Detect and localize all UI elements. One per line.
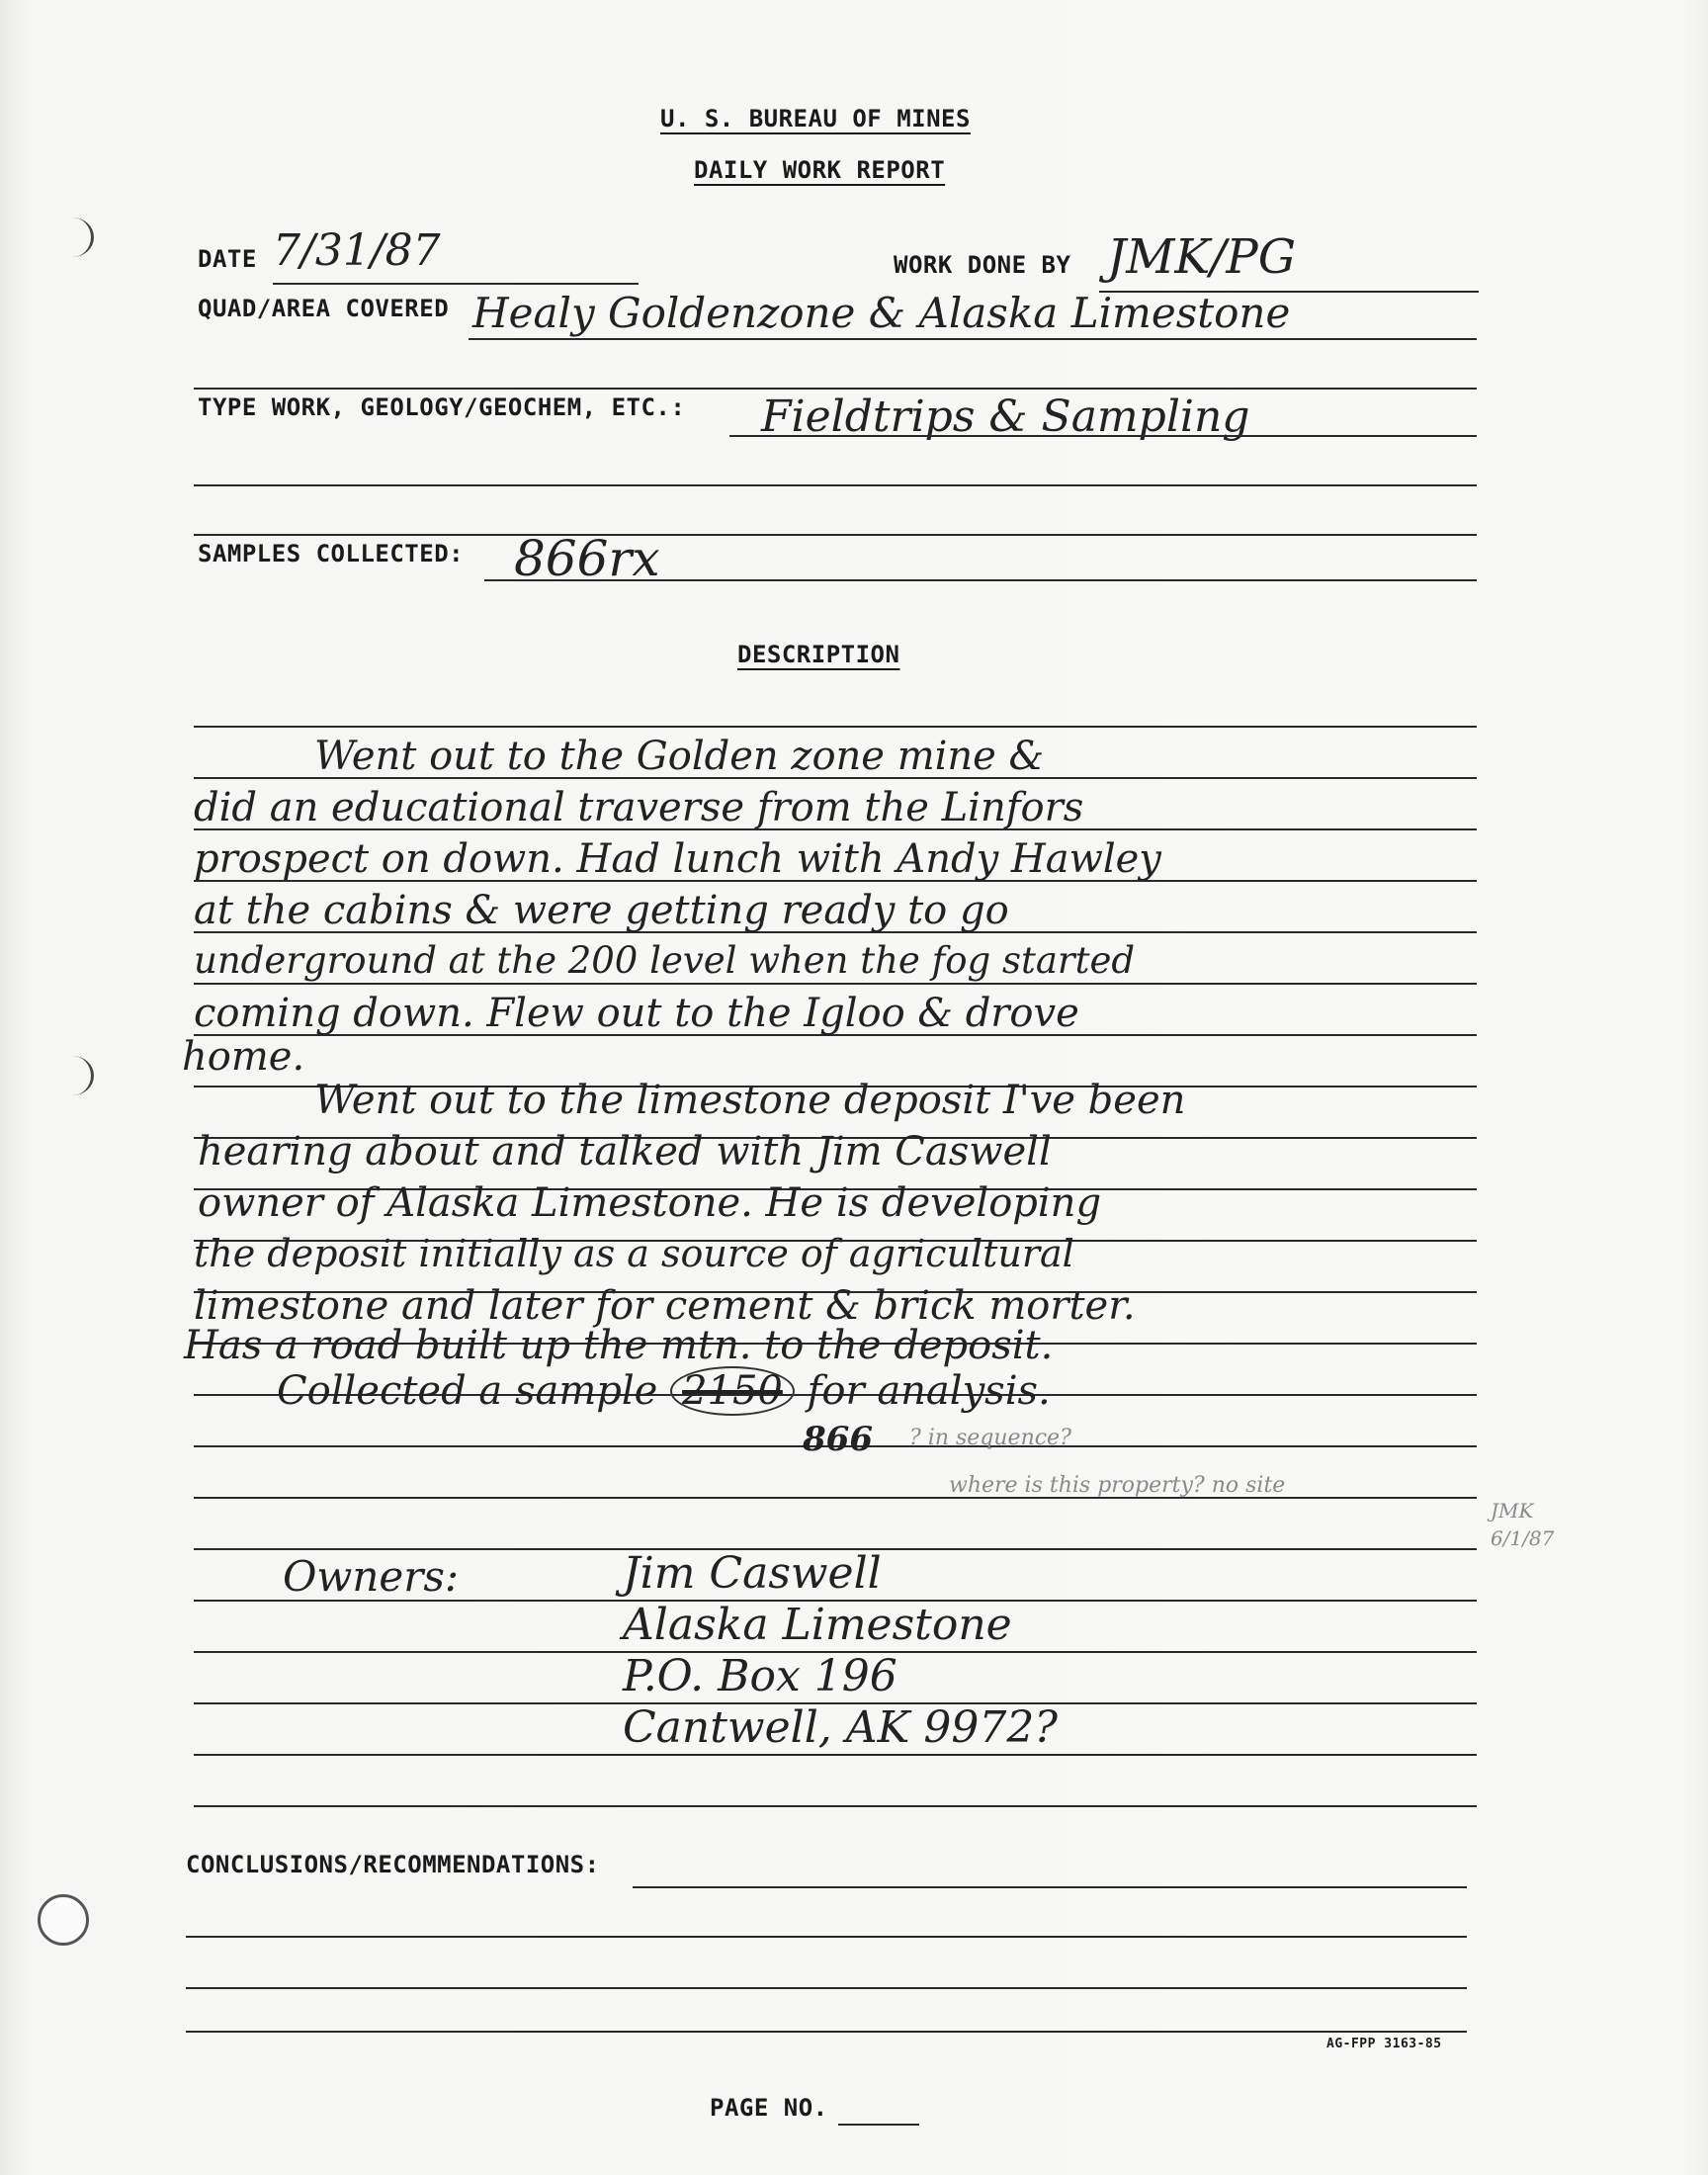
desc-line-14-end: for analysis.	[807, 1368, 1051, 1414]
desc-line-13: Has a road built up the mtn. to the deposit.	[184, 1323, 1054, 1368]
type-work-value: Fieldtrips & Sampling	[761, 392, 1250, 442]
desc-line-5: underground at the 200 level when the fog started	[194, 939, 1136, 982]
form-code: AG-FPP 3163-85	[1326, 2037, 1442, 2051]
desc-line-14	[277, 1366, 1051, 1416]
desc-line-9: hearing about and talked with Jim Caswell	[198, 1129, 1052, 1174]
description-heading: DESCRIPTION	[737, 641, 900, 668]
struck-sample-number: 2150	[670, 1366, 795, 1416]
conclusions-rule-2	[186, 1936, 1467, 1938]
quad-rule	[469, 338, 1477, 340]
owner-line-1: Jim Caswell	[623, 1548, 882, 1599]
owner-line-2: Alaska Limestone	[623, 1600, 1012, 1650]
desc-line-3: prospect on down. Had lunch with Andy Hawley	[194, 836, 1161, 882]
desc-rule-21	[194, 1805, 1477, 1807]
punch-hole-bottom	[38, 1894, 89, 1946]
desc-line-10: owner of Alaska Limestone. He is developing	[198, 1180, 1102, 1226]
desc-line-6: coming down. Flew out to the Igloo & drove	[194, 991, 1079, 1036]
desc-line-8: Went out to the limestone deposit I've been	[314, 1078, 1186, 1123]
date-value: 7/31/87	[273, 225, 441, 276]
type-work-rule-2	[194, 484, 1477, 486]
desc-line-14-text: Collected a sample	[277, 1368, 658, 1414]
conclusions-rule-4	[186, 2031, 1467, 2033]
owner-line-3: P.O. Box 196	[623, 1651, 897, 1701]
page-number-rule	[838, 2124, 919, 2126]
desc-line-12: limestone and later for cement & brick morter.	[194, 1283, 1136, 1329]
page-number-label: PAGE NO.	[710, 2094, 828, 2122]
punch-hole-middle	[51, 1056, 94, 1095]
work-done-by-value: JMK/PG	[1107, 229, 1297, 285]
type-work-rule	[729, 435, 1477, 437]
reviewer-date: 6/1/87	[1491, 1526, 1555, 1550]
desc-line-4: at the cabins & were getting ready to go	[194, 888, 1009, 933]
quad-rule-2	[194, 388, 1477, 390]
samples-label: SAMPLES COLLECTED:	[198, 540, 465, 567]
samples-rule	[484, 579, 1477, 581]
type-work-rule-3	[194, 534, 1477, 536]
punch-hole-top	[51, 218, 94, 257]
annotation-in-sequence: ? in sequence?	[909, 1426, 1071, 1450]
quad-value: Healy Goldenzone & Alaska Limestone	[472, 289, 1291, 337]
conclusions-rule-3	[186, 1987, 1467, 1989]
samples-value: 866rx	[514, 530, 660, 587]
conclusions-label: CONCLUSIONS/RECOMMENDATIONS:	[186, 1851, 600, 1878]
work-done-by-label: WORK DONE BY	[894, 251, 1071, 279]
annotation-where-property: where is this property? no site	[949, 1473, 1286, 1498]
agency-title: U. S. BUREAU OF MINES	[660, 105, 971, 132]
quad-label: QUAD/AREA COVERED	[198, 295, 450, 322]
owners-label: Owners:	[283, 1552, 460, 1601]
reviewer-initials: JMK	[1491, 1499, 1534, 1522]
desc-rule-20	[194, 1754, 1477, 1756]
desc-line-2: did an educational traverse from the Linfors	[194, 785, 1084, 830]
desc-rule-0	[194, 726, 1477, 728]
desc-line-1: Went out to the Golden zone mine &	[314, 734, 1045, 779]
owner-line-4: Cantwell, AK 9972?	[623, 1702, 1058, 1753]
conclusions-rule-1	[633, 1886, 1467, 1888]
desc-rule-5	[194, 983, 1477, 985]
date-rule	[273, 283, 639, 285]
date-label: DATE	[198, 245, 257, 273]
desc-line-11: the deposit initially as a source of agricultural	[194, 1232, 1074, 1275]
type-work-label: TYPE WORK, GEOLOGY/GEOCHEM, ETC.:	[198, 393, 686, 421]
desc-line-7: home.	[182, 1034, 305, 1080]
corrected-sample-number: 866	[803, 1420, 873, 1459]
report-title: DAILY WORK REPORT	[694, 156, 946, 184]
